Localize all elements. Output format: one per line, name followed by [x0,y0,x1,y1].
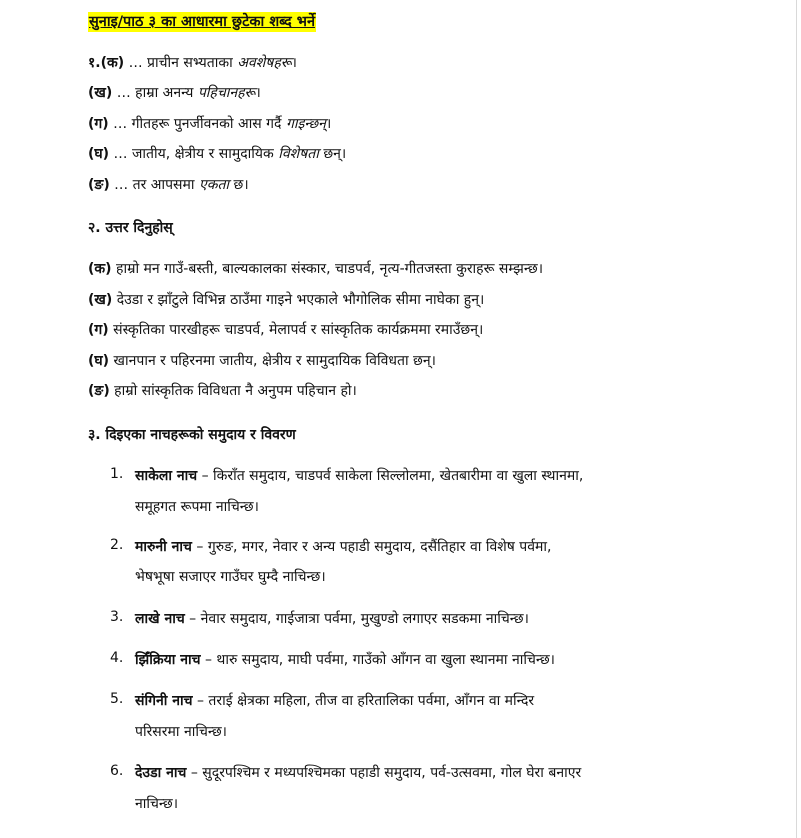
dance-name: देउडा नाच [135,765,187,781]
answer-item [88,290,484,309]
item-text-end: । [255,85,261,101]
item-text: … तर आपसमा [109,177,199,193]
item-answer: अवशेषहरू [237,55,292,71]
dance-name: मारुनी नाच [135,539,192,555]
answer-text: संस्कृतिका पारखीहरू चाडपर्व, मेलापर्व र सांस्कृतिक कार्यक्रममा रमाउँछन्। [108,322,484,338]
dance-item-continuation: भेषभूषा सजाएर गाउँघर घुम्दै नाचिन्छ। [135,569,326,585]
list-number: 5. [110,691,124,707]
item-label: १.(क) [88,55,125,71]
dance-item-line [135,763,581,782]
dance-description: – तराई क्षेत्रका महिला, तीज वा हरितालिका पर्वमा, आँगन वा मन्दिर [192,693,535,709]
title-highlight: सुनाइ/पाठ ३ का आधारमा छुटेका शब्द भर्ने [89,14,315,30]
list-number: 1. [110,466,124,482]
dance-item-continuation: समूहगत रूपमा नाचिन्छ। [135,499,259,515]
answer-item [88,259,543,278]
dance-item-continuation: परिसरमा नाचिन्छ। [135,724,227,740]
answer-text: देउडा र झाँटुले विभिन्न ठाउँमा गाइने भएकाले भौगोलिक सीमा नाघेका हुन्। [112,292,485,308]
dance-name: संगिनी नाच [135,693,193,709]
answer-item [88,381,357,400]
answer-item [88,351,436,370]
answer-label: (ङ) [88,383,110,399]
dance-item-continuation: नाचिन्छ। [135,796,179,812]
dance-item-line [135,691,534,710]
dance-name: लाखे नाच [135,611,185,627]
item-text-end: छ। [229,177,249,193]
item-answer: विशेषता [278,146,319,162]
dance-description: – सुदूरपश्चिम र मध्यपश्चिमका पहाडी समुदाय, पर्व-उत्सवमा, गोल घेरा बनाएर [186,765,582,781]
item-answer: एकता [198,177,230,193]
answer-text: हाम्रो मन गाउँ-बस्ती, बाल्यकालका संस्कार, चाडपर्व, नृत्य-गीतजस्ता कुराहरू सम्झन्छ। [111,261,544,277]
item-label: (ग) [88,116,109,132]
fill-blank-item [88,175,249,194]
dance-item-line [135,609,529,628]
dance-name: झिँक्रिया नाच [135,652,201,668]
answer-label: (ग) [88,322,109,338]
item-answer: पहिचानहरू [197,85,256,101]
list-number: 2. [110,537,124,553]
answer-label: (ख) [88,292,113,308]
fill-blank-item [88,114,331,133]
dance-description: – थारु समुदाय, माघी पर्वमा, गाउँको आँगन वा खुला स्थानमा नाचिन्छ। [200,652,555,668]
item-label: (ख) [88,85,113,101]
dance-item-line [135,650,555,669]
item-answer: गाइन्छन् [285,116,326,132]
list-number: 3. [110,609,124,625]
section-2-heading: २. उत्तर दिनुहोस् [88,220,173,236]
dance-description: – नेवार समुदाय, गाईजात्रा पर्वमा, मुखुण्डो लगाएर सडकमा नाचिन्छ। [184,611,529,627]
item-text-end: छन्। [318,146,347,162]
document-title [88,11,316,31]
list-number: 6. [110,763,124,779]
fill-blank-item [88,83,261,102]
answer-label: (घ) [88,353,110,369]
item-text-end: । [291,55,297,71]
dance-description: – गुरुङ, मगर, नेवार र अन्य पहाडी समुदाय, दसैंतिहार वा विशेष पर्वमा, [191,539,552,555]
fill-blank-item [88,144,346,163]
dance-item-line [135,537,551,556]
list-number: 4. [110,650,124,666]
dance-item-line [135,466,583,485]
fill-blank-item [88,53,297,72]
item-label: (ङ) [88,177,110,193]
answer-text: खानपान र पहिरनमा जातीय, क्षेत्रीय र सामुदायिक विविधता छन्। [109,353,436,369]
answer-item [88,320,483,339]
answer-text: हाम्रो सांस्कृतिक विविधता नै अनुपम पहिचान हो। [109,383,357,399]
item-text: … जातीय, क्षेत्रीय र सामुदायिक [109,146,279,162]
page-edge-divider [796,0,797,838]
dance-name: साकेला नाच [135,468,198,484]
item-text: … प्राचीन सभ्यताका [124,55,238,71]
item-text: … हाम्रा अनन्य [112,85,198,101]
item-label: (घ) [88,146,110,162]
dance-description: – किराँत समुदाय, चाडपर्व साकेला सिल्लोलमा, खेतबारीमा वा खुला स्थानमा, [197,468,584,484]
item-text-end: । [325,116,332,132]
item-text: … गीतहरू पुनर्जीवनको आस गर्दै [108,116,286,132]
section-3-heading: ३. दिइएका नाचहरूको समुदाय र विवरण [88,427,296,443]
answer-label: (क) [88,261,112,277]
